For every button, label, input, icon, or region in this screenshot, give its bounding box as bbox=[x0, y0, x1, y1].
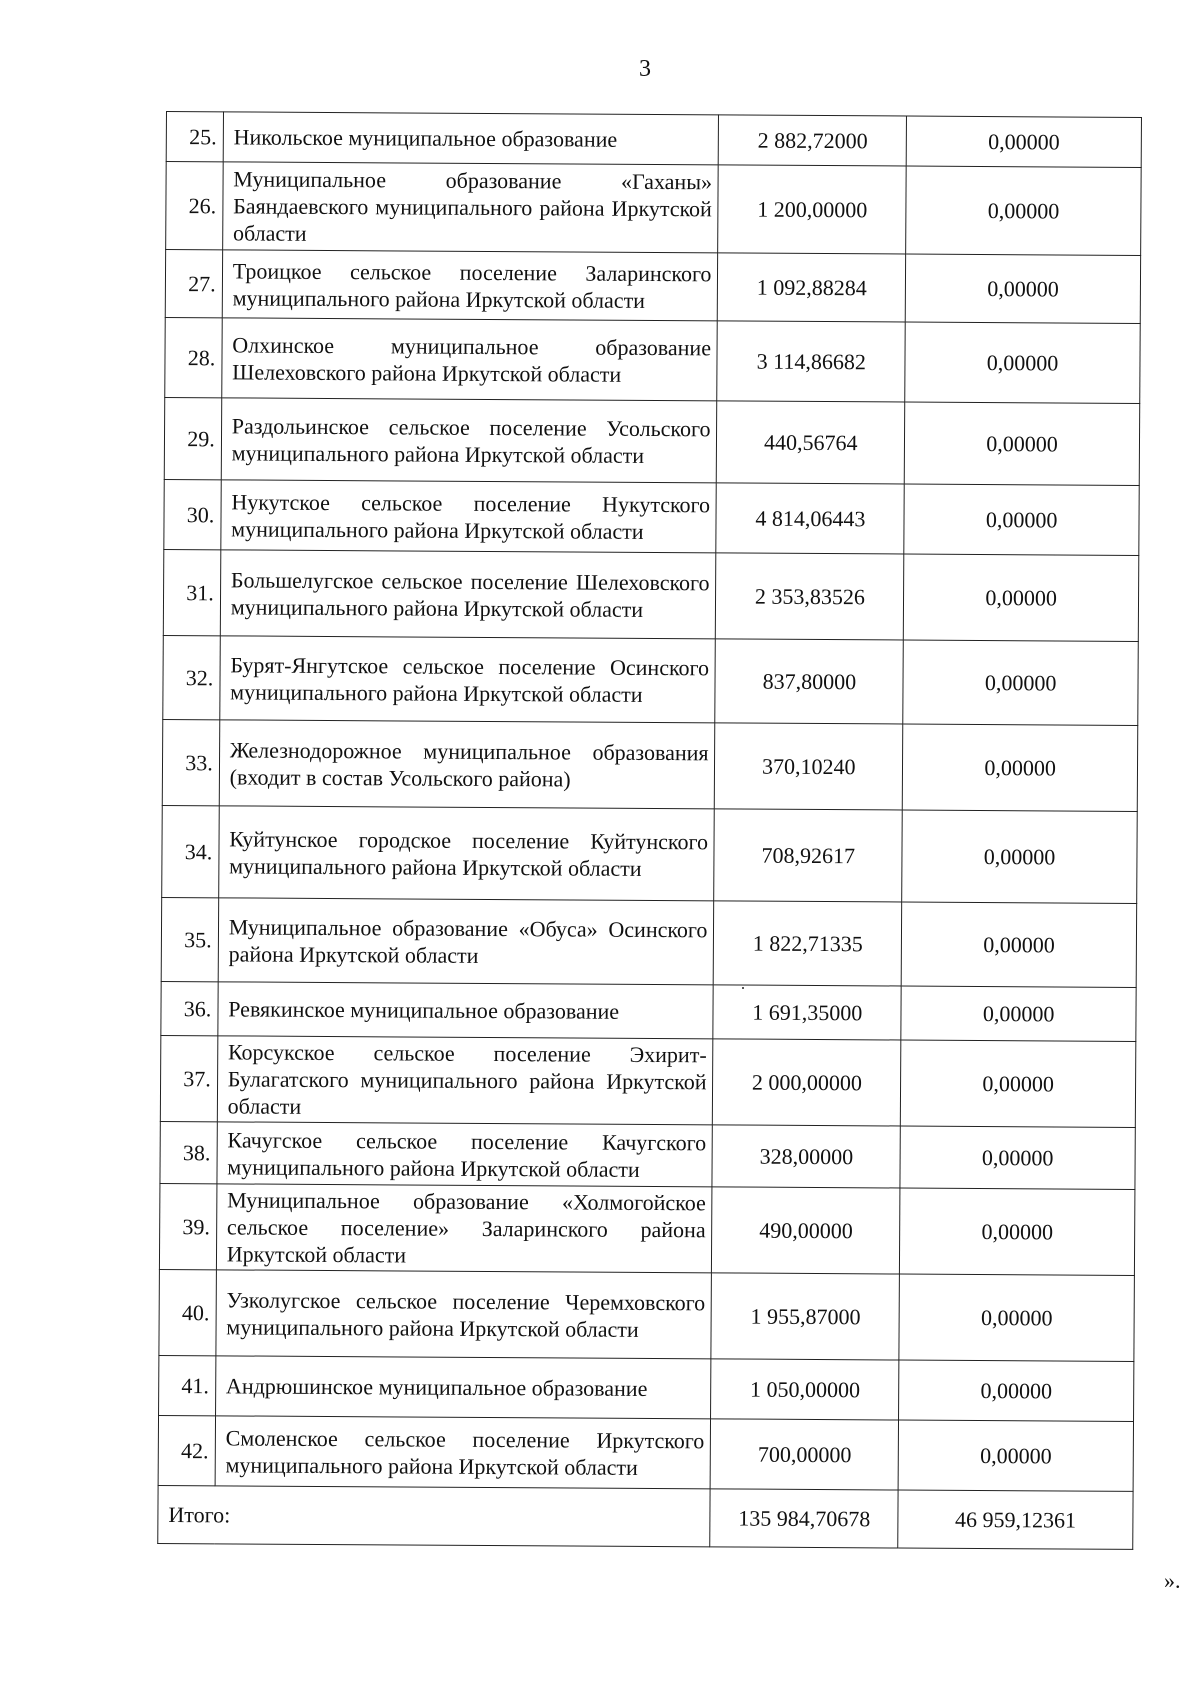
table-row bbox=[166, 162, 1142, 256]
municipality-name: Куйтунское городское поселение Куйтунского муниципального района Иркутской области bbox=[218, 806, 714, 901]
row-number: 26. bbox=[166, 162, 223, 250]
amount-value-2: 0,00000 bbox=[904, 402, 1139, 485]
amount-value-2: 0,00000 bbox=[905, 322, 1140, 403]
table-row bbox=[160, 1035, 1136, 1127]
amount-value-2: 0,00000 bbox=[901, 902, 1136, 987]
amount-value: 1 822,71335 bbox=[714, 901, 902, 986]
table-row bbox=[159, 1355, 1134, 1421]
amount-value-2: 0,00000 bbox=[906, 116, 1141, 167]
total-value-2: 46 959,12361 bbox=[898, 1490, 1133, 1549]
municipality-name: Муниципальное образование «Холмогойское сельское поселение» Заларинского района Иркутской области bbox=[216, 1184, 712, 1273]
municipality-name: Корсукское сельское поселение Эхирит-Булагатского муниципального района Иркутской области bbox=[217, 1036, 713, 1125]
row-number: 27. bbox=[165, 250, 222, 318]
amount-value: 1 691,35000 bbox=[713, 985, 901, 1040]
amount-value-2: 0,00000 bbox=[904, 484, 1139, 555]
municipality-name: Нукутское сельское поселение Нукутского муниципального района Иркутской области bbox=[221, 480, 717, 553]
amount-value: 1 955,87000 bbox=[711, 1273, 899, 1360]
municipality-name: Троицкое сельское поселение Заларинского муниципального района Иркутской области bbox=[222, 250, 718, 321]
row-number: 28. bbox=[165, 317, 222, 397]
table-row bbox=[164, 397, 1139, 485]
row-number: 34. bbox=[162, 805, 219, 897]
municipality-name: Олхинское муниципальное образование Шелеховского района Иркутской области bbox=[222, 318, 718, 401]
allocation-table bbox=[157, 111, 1142, 1550]
table-row bbox=[161, 981, 1136, 1041]
amount-value-2: 0,00000 bbox=[900, 1126, 1135, 1189]
row-number: 39. bbox=[159, 1183, 216, 1269]
amount-value: 2 000,00000 bbox=[713, 1039, 901, 1126]
row-number: 38. bbox=[160, 1121, 217, 1183]
row-number: 42. bbox=[158, 1415, 215, 1485]
amount-value: 4 814,06443 bbox=[716, 483, 904, 554]
table-row bbox=[160, 1121, 1135, 1189]
row-number: 32. bbox=[163, 635, 220, 719]
municipality-name: Железнодорожное муниципальное образования (входит в состав Усольского района) bbox=[219, 720, 715, 809]
row-number: 37. bbox=[160, 1035, 217, 1121]
amount-value-2: 0,00000 bbox=[906, 166, 1141, 255]
amount-value: 1 092,88284 bbox=[718, 253, 906, 322]
row-number: 40. bbox=[159, 1269, 216, 1355]
amount-value-2: 0,00000 bbox=[903, 640, 1138, 725]
amount-value: 370,10240 bbox=[715, 723, 903, 810]
amount-value-2: 0,00000 bbox=[899, 1274, 1134, 1361]
scan-speck bbox=[742, 987, 744, 989]
amount-value: 700,00000 bbox=[711, 1419, 899, 1490]
table-row bbox=[165, 317, 1140, 403]
municipality-name: Большелугское сельское поселение Шелеховского муниципального района Иркутской области bbox=[220, 550, 716, 639]
municipality-name: Муниципальное образование «Гаханы» Баяндаевского муниципального района Иркутской области bbox=[222, 162, 718, 253]
municipality-name: Ревякинское муниципальное образование bbox=[218, 982, 714, 1039]
amount-value: 708,92617 bbox=[714, 809, 902, 902]
amount-value-2: 0,00000 bbox=[899, 1360, 1134, 1421]
municipality-name: Никольское муниципальное образование bbox=[223, 112, 719, 165]
amount-value: 2 353,83526 bbox=[716, 553, 904, 640]
row-number: 30. bbox=[164, 479, 221, 549]
amount-value: 1 200,00000 bbox=[718, 165, 906, 254]
amount-value: 2 882,72000 bbox=[719, 115, 907, 166]
amount-value-2: 0,00000 bbox=[902, 724, 1137, 811]
amount-value-2: 0,00000 bbox=[901, 1040, 1136, 1127]
row-number: 36. bbox=[161, 981, 218, 1035]
municipality-name: Бурят-Янгутское сельское поселение Осинского муниципального района Иркутской области bbox=[220, 636, 716, 723]
row-number: 25. bbox=[166, 112, 223, 162]
amount-value: 490,00000 bbox=[712, 1187, 900, 1274]
municipality-name: Узколугское сельское поселение Черемховского муниципального района Иркутской области bbox=[216, 1270, 712, 1359]
amount-value: 3 114,86682 bbox=[717, 321, 905, 402]
amount-value: 328,00000 bbox=[712, 1125, 900, 1188]
amount-value: 440,56764 bbox=[717, 401, 905, 484]
closing-quote-mark: ». bbox=[1164, 1568, 1181, 1593]
amount-value-2: 0,00000 bbox=[898, 1420, 1133, 1491]
amount-value-2: 0,00000 bbox=[901, 986, 1136, 1041]
municipality-name: Смоленское сельское поселение Иркутского муниципального района Иркутской области bbox=[215, 1416, 711, 1489]
municipality-name: Раздольинское сельское поселение Усольского муниципального района Иркутской области bbox=[221, 398, 717, 483]
table-row bbox=[158, 1415, 1133, 1491]
total-value: 135 984,70678 bbox=[710, 1489, 898, 1548]
table-row bbox=[165, 250, 1140, 324]
amount-value: 837,80000 bbox=[715, 639, 903, 724]
row-number: 33. bbox=[162, 719, 219, 805]
municipality-name: Качугское сельское поселение Качугского муниципального района Иркутской области bbox=[217, 1122, 713, 1187]
row-number: 31. bbox=[163, 549, 220, 635]
amount-value-2: 0,00000 bbox=[905, 254, 1140, 323]
table-row bbox=[164, 479, 1139, 555]
row-number: 29. bbox=[164, 397, 221, 479]
table-row bbox=[163, 549, 1139, 641]
municipality-name: Андрюшинское муниципальное образование bbox=[215, 1356, 711, 1419]
page-number: 3 bbox=[639, 56, 651, 82]
amount-value: 1 050,00000 bbox=[711, 1359, 899, 1420]
table-row bbox=[161, 897, 1136, 987]
row-number: 35. bbox=[161, 897, 218, 981]
amount-value-2: 0,00000 bbox=[902, 810, 1137, 903]
table-row bbox=[162, 719, 1138, 811]
table-row bbox=[162, 805, 1138, 903]
amount-value-2: 0,00000 bbox=[900, 1188, 1135, 1275]
amount-value-2: 0,00000 bbox=[904, 554, 1139, 641]
table-row bbox=[163, 635, 1138, 725]
table-row bbox=[166, 112, 1141, 168]
table-row bbox=[159, 1183, 1135, 1275]
total-row bbox=[158, 1485, 1133, 1549]
municipality-name: Муниципальное образование «Обуса» Осинского района Иркутской области bbox=[218, 898, 714, 985]
total-label: Итого: bbox=[158, 1485, 711, 1546]
table-row bbox=[159, 1269, 1135, 1361]
row-number: 41. bbox=[159, 1355, 216, 1415]
